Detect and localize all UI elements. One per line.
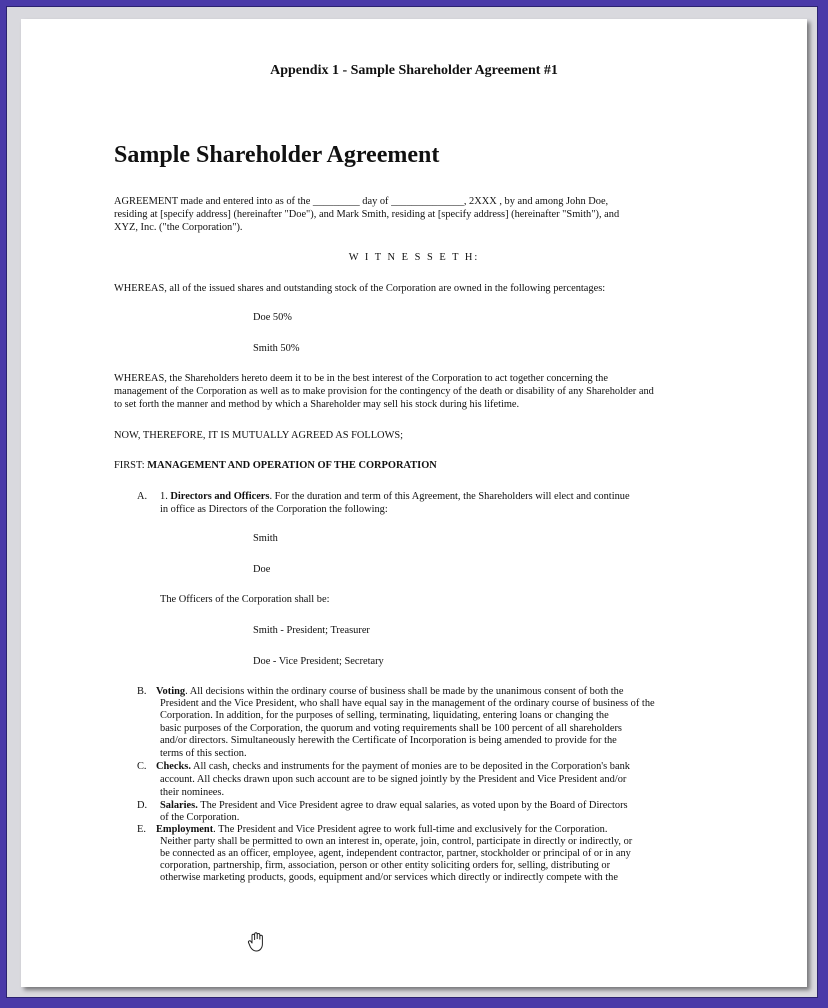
- section-b-text: . All decisions within the ordinary course of business shall be made by the unanimous consent of both the: [185, 686, 624, 697]
- now-therefore: NOW, THEREFORE, IT IS MUTUALLY AGREED AS FOLLOWS;: [114, 430, 404, 441]
- whereas-line-2: management of the Corporation as well as to make provision for the contingency of the death or disability of any Shareholder and: [114, 386, 654, 397]
- section-d-line-2: of the Corporation.: [160, 812, 240, 823]
- section-b-line-4: basic purposes of the Corporation, the quorum and voting requirements shall be 100 percent of all shareholders: [160, 723, 622, 734]
- document-page[interactable]: [21, 19, 807, 987]
- hand-cursor-icon: [247, 931, 267, 953]
- section-a-heading: Directors and Officers: [170, 491, 270, 502]
- section-d-heading: Salaries.: [160, 800, 198, 811]
- section-a-text: . For the duration and term of this Agreement, the Shareholders will elect and continue: [269, 491, 630, 502]
- director-doe: Doe: [253, 564, 271, 575]
- section-e-letter: E.: [137, 824, 146, 835]
- viewer-frame: [6, 6, 818, 998]
- first-heading: MANAGEMENT AND OPERATION OF THE CORPORATION: [147, 460, 437, 471]
- witnesseth-heading: W I T N E S S E T H:: [348, 252, 480, 263]
- section-a-letter: A.: [137, 491, 148, 502]
- first-label: FIRST:: [114, 460, 148, 471]
- section-e-line-4: corporation, partnership, firm, association, person or other entity soliciting orders for, selling, distributing or: [160, 860, 611, 871]
- whereas-shares: WHEREAS, all of the issued shares and outstanding stock of the Corporation are owned in the following percentages:: [114, 283, 606, 294]
- intro-line-2: residing at [specify address] (hereinafter "Doe"), and Mark Smith, residing at [specify address] (hereinafter "Smith"), and: [114, 209, 620, 220]
- appendix-title: Appendix 1 - Sample Shareholder Agreement #1: [270, 63, 558, 78]
- document-title: Sample Shareholder Agreement: [114, 142, 440, 168]
- section-a-line-2: in office as Directors of the Corporation the following:: [160, 504, 388, 515]
- section-e-line-2: Neither party shall be permitted to own an interest in, operate, join, control, participate in directly or indirectly, or: [160, 836, 633, 847]
- section-c-line-3: their nominees.: [160, 787, 225, 798]
- section-d-letter: D.: [137, 800, 148, 811]
- intro-line-1: AGREEMENT made and entered into as of the _________ day of ______________, 2XXX , by and among John Doe,: [114, 196, 609, 207]
- section-e-heading: Employment: [156, 824, 214, 835]
- section-c-heading: Checks.: [156, 761, 191, 772]
- first-article: [114, 459, 437, 472]
- share-smith: Smith 50%: [253, 343, 300, 354]
- officers-intro: The Officers of the Corporation shall be:: [160, 594, 330, 605]
- section-e-line-5: otherwise marketing products, goods, equipment and/or services which directly or indirectly compete with the: [160, 872, 618, 883]
- section-b-heading: Voting: [156, 686, 186, 697]
- officer-smith: Smith - President; Treasurer: [253, 625, 370, 636]
- intro-line-3: XYZ, Inc. ("the Corporation").: [114, 222, 243, 233]
- section-c-line-2: account. All checks drawn upon such account are to be signed jointly by the President and Vice President and/or: [160, 774, 627, 785]
- section-b-line-6: terms of this section.: [160, 748, 247, 759]
- section-c-text: All cash, checks and instruments for the payment of monies are to be deposited in the Corporation's bank: [190, 761, 630, 772]
- director-smith: Smith: [253, 533, 278, 544]
- section-a-number: 1.: [160, 491, 171, 502]
- section-a-line-1: [160, 490, 630, 503]
- whereas-line-3: to set forth the manner and method by which a Shareholder may sell his stock during his lifetime.: [114, 399, 520, 410]
- section-d-text: The President and Vice President agree to draw equal salaries, as voted upon by the Board of Directors: [197, 800, 628, 811]
- officer-doe: Doe - Vice President; Secretary: [253, 656, 384, 667]
- section-c-letter: C.: [137, 761, 147, 772]
- section-e-text: . The President and Vice President agree to work full-time and exclusively for the Corporation.: [213, 824, 608, 835]
- section-c-line-1: [156, 760, 630, 773]
- whereas-line-1: WHEREAS, the Shareholders hereto deem it to be in the best interest of the Corporation to act together concerning the: [114, 373, 608, 384]
- section-b-letter: B.: [137, 686, 147, 697]
- share-doe: Doe 50%: [253, 312, 292, 323]
- section-b-line-3: Corporation. In addition, for the purposes of selling, terminating, liquidating, entering loans or changing the: [160, 710, 609, 721]
- section-b-line-5: and/or directors. Simultaneously herewith the Certificate of Incorporation is being amended to provide for the: [160, 735, 617, 746]
- section-e-line-3: be connected as an officer, employee, agent, independent contractor, partner, stockholder or principal of or in any: [160, 848, 631, 859]
- section-b-line-2: President and the Vice President, who shall have equal say in the management of the ordinary course of business of the: [160, 698, 655, 709]
